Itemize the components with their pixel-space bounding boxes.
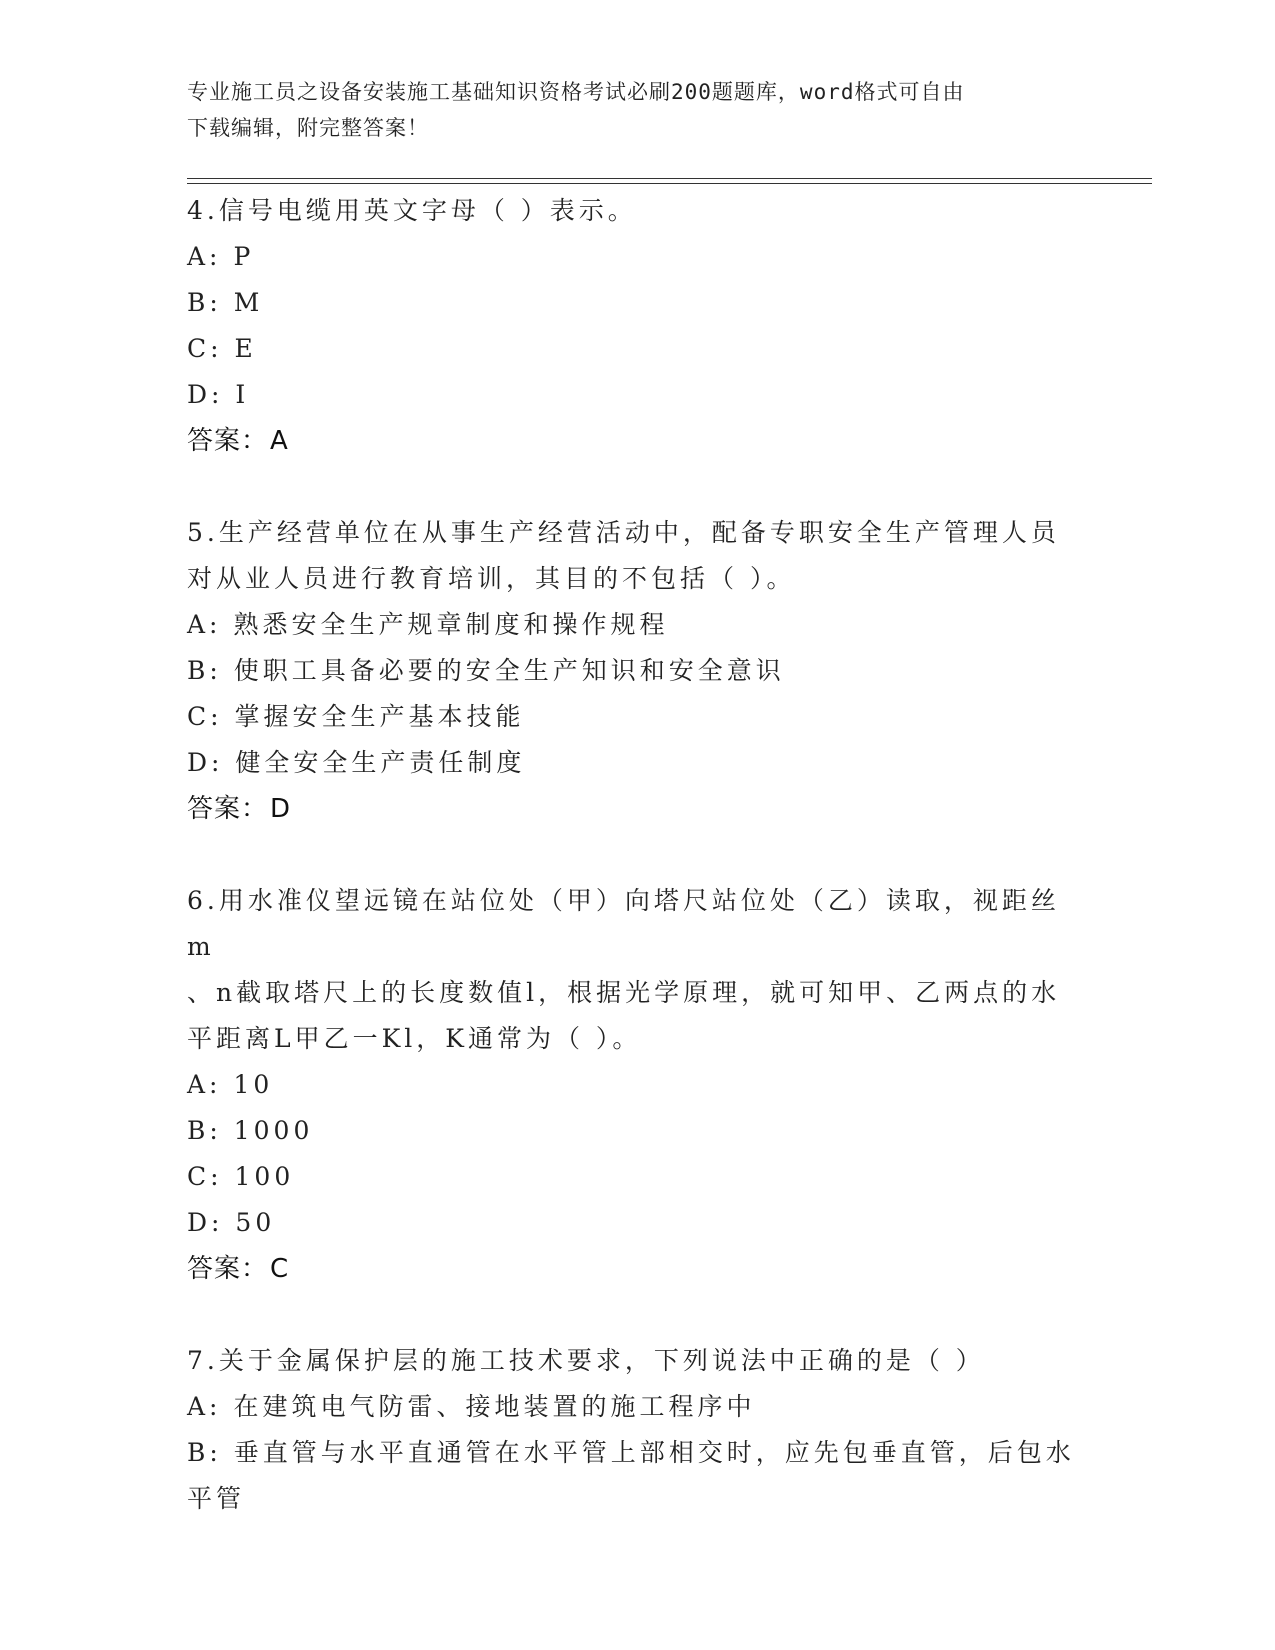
stem-line: 平距离L甲乙一Kl，K通常为（ ）。 xyxy=(187,1024,642,1053)
option-letter: B: xyxy=(187,288,222,317)
option-text: 50 xyxy=(235,1208,276,1237)
option-letter: B: xyxy=(187,1438,222,1467)
option-text: 100 xyxy=(234,1162,295,1191)
option-letter: D: xyxy=(187,380,224,409)
question-6 xyxy=(187,878,1087,1292)
option-text: 健全安全生产责任制度 xyxy=(235,748,526,777)
answer-label: 答案： xyxy=(187,1254,269,1284)
option-b-continuation xyxy=(187,1476,1087,1522)
option-text: 10 xyxy=(233,1070,274,1099)
header-line-2: 下载编辑，附完整答案！ xyxy=(187,116,429,140)
answer-line xyxy=(187,418,1087,464)
option-text: 1000 xyxy=(233,1116,314,1145)
question-5 xyxy=(187,510,1087,832)
option-d xyxy=(187,740,1087,786)
option-text: 在建筑电气防雷、接地装置的施工程序中 xyxy=(233,1392,756,1421)
header-divider-top xyxy=(187,178,1152,179)
stem-line: 7.关于金属保护层的施工技术要求，下列说法中正确的是（ ） xyxy=(187,1346,985,1375)
option-c xyxy=(187,1154,1087,1200)
question-stem xyxy=(187,510,1087,602)
stem-line: 6.用水准仪望远镜在站位处（甲）向塔尺站位处（乙）读取，视距丝m xyxy=(187,886,1060,961)
option-text: 使职工具备必要的安全生产知识和安全意识 xyxy=(233,656,785,685)
answer-line xyxy=(187,786,1087,832)
answer-label: 答案： xyxy=(187,794,269,824)
option-text: 垂直管与水平直通管在水平管上部相交时，应先包垂直管，后包水 xyxy=(233,1438,1075,1467)
option-letter: C: xyxy=(187,334,223,363)
question-stem xyxy=(187,1338,1087,1384)
option-letter: D: xyxy=(187,748,224,777)
answer-label: 答案： xyxy=(187,426,269,456)
option-a xyxy=(187,234,1087,280)
option-letter: A: xyxy=(187,1392,222,1421)
answer-value: A xyxy=(270,426,289,456)
question-list xyxy=(187,188,1087,1568)
option-b xyxy=(187,280,1087,326)
option-text: E xyxy=(234,334,257,363)
stem-line: 、n截取塔尺上的长度数值l，根据光学原理，就可知甲、乙两点的水 xyxy=(187,978,1061,1007)
question-4 xyxy=(187,188,1087,464)
option-text: 掌握安全生产基本技能 xyxy=(234,702,525,731)
option-a xyxy=(187,1384,1087,1430)
question-stem xyxy=(187,188,1087,234)
option-b xyxy=(187,648,1087,694)
option-letter: A: xyxy=(187,610,222,639)
option-letter: B: xyxy=(187,1116,222,1145)
option-d xyxy=(187,372,1087,418)
question-7 xyxy=(187,1338,1087,1522)
stem-line: 对从业人员进行教育培训，其目的不包括（ ）。 xyxy=(187,564,796,593)
stem-line: 5.生产经营单位在从事生产经营活动中，配备专职安全生产管理人员 xyxy=(187,518,1060,547)
option-d xyxy=(187,1200,1087,1246)
option-text: I xyxy=(235,380,250,409)
header-divider-bottom xyxy=(187,183,1152,184)
stem-line: 4.信号电缆用英文字母（ ）表示。 xyxy=(187,196,637,225)
option-letter: D: xyxy=(187,1208,224,1237)
option-text: 熟悉安全生产规章制度和操作规程 xyxy=(233,610,669,639)
document-header xyxy=(187,74,1067,146)
option-a xyxy=(187,602,1087,648)
answer-value: C xyxy=(270,1254,290,1284)
option-c xyxy=(187,326,1087,372)
option-c xyxy=(187,694,1087,740)
option-letter: A: xyxy=(187,1070,222,1099)
option-a xyxy=(187,1062,1087,1108)
option-text: P xyxy=(233,242,255,271)
option-text: 平管 xyxy=(187,1484,246,1513)
option-letter: C: xyxy=(187,702,223,731)
option-text: M xyxy=(233,288,264,317)
header-line-1: 专业施工员之设备安装施工基础知识资格考试必刷200题题库，word格式可自由 xyxy=(187,80,965,104)
option-letter: B: xyxy=(187,656,222,685)
option-b xyxy=(187,1108,1087,1154)
option-letter: C: xyxy=(187,1162,223,1191)
question-stem xyxy=(187,878,1087,1062)
option-letter: A: xyxy=(187,242,222,271)
option-b xyxy=(187,1430,1087,1476)
answer-value: D xyxy=(270,794,292,824)
answer-line xyxy=(187,1246,1087,1292)
